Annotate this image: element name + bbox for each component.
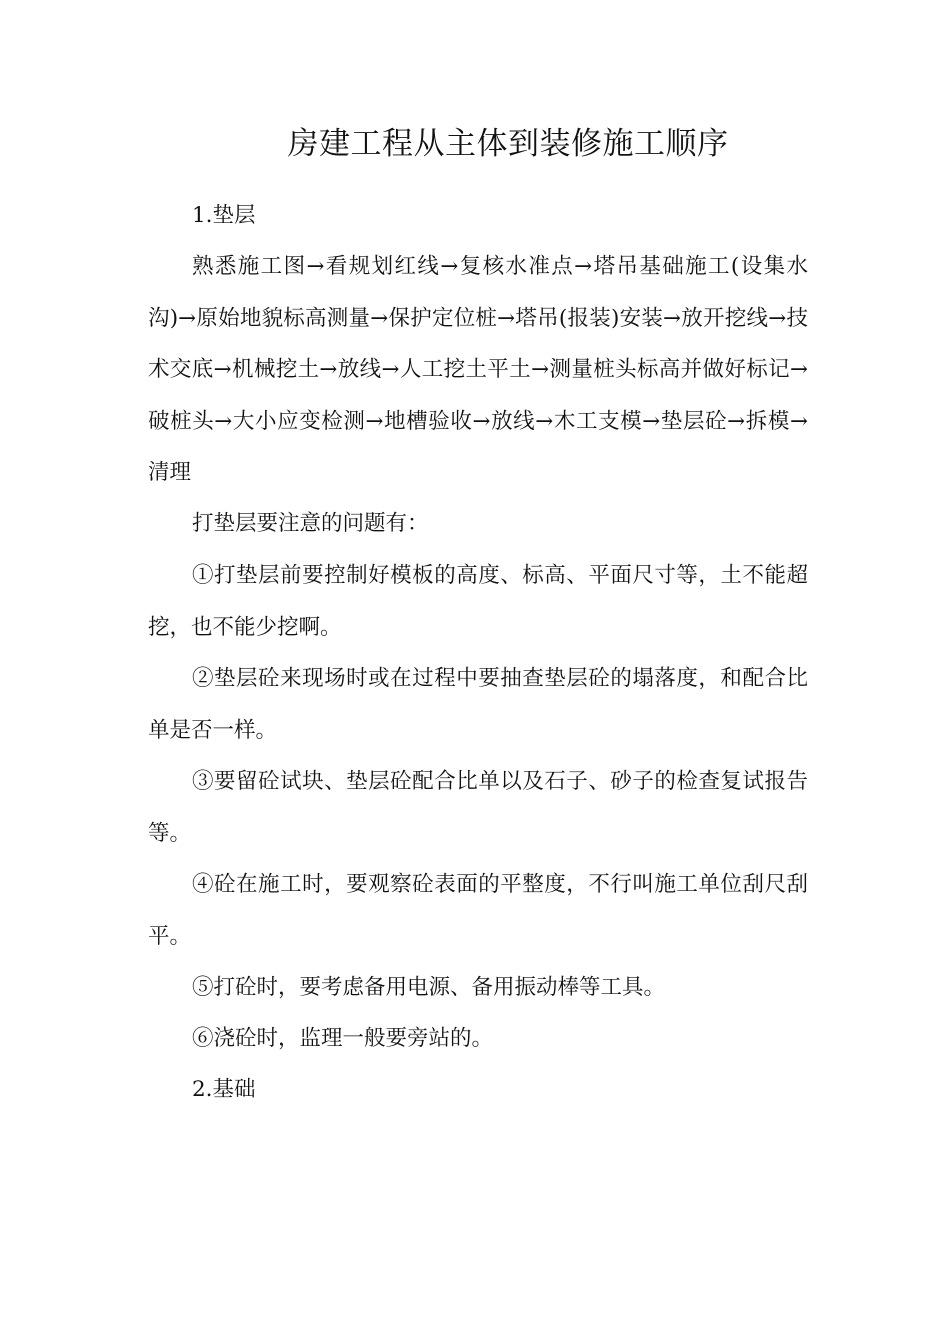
section-heading-cushion: 1.垫层 [192,203,256,228]
document-title: 房建工程从主体到装修施工顺序 [287,126,729,162]
section-heading-foundation: 2.基础 [192,1077,256,1102]
issue-item-5: ⑤打砼时，要考虑备用电源、备用振动棒等工具。 [192,975,666,1000]
issue-item-6: ⑥浇砼时，监理一般要旁站的。 [192,1026,494,1051]
issue-item-3: ③要留砼试块、垫层砼配合比单以及石子、砂子的检查复试报告等。 [148,769,808,846]
process-flow-paragraph: 熟悉施工图→看规划红线→复核水准点→塔吊基础施工(设集水沟)→原始地貌标高测量→保护定位桩→塔吊(报装)安装→放开挖线→技术交底→机械挖土→放线→人工挖土平土→测量桩头标高并做好标记→破桩头→大小应变检测→地槽验收→放线→木工支模→垫层砼→拆模→清理 [148,254,808,485]
issue-item-4: ④砼在施工时，要观察砼表面的平整度，不行叫施工单位刮尺刮平。 [148,872,808,949]
issues-intro: 打垫层要注意的问题有： [192,511,429,536]
issue-item-1: ①打垫层前要控制好模板的高度、标高、平面尺寸等，土不能超挖，也不能少挖啊。 [148,563,808,640]
issue-item-2: ②垫层砼来现场时或在过程中要抽查垫层砼的塌落度，和配合比单是否一样。 [148,666,808,743]
